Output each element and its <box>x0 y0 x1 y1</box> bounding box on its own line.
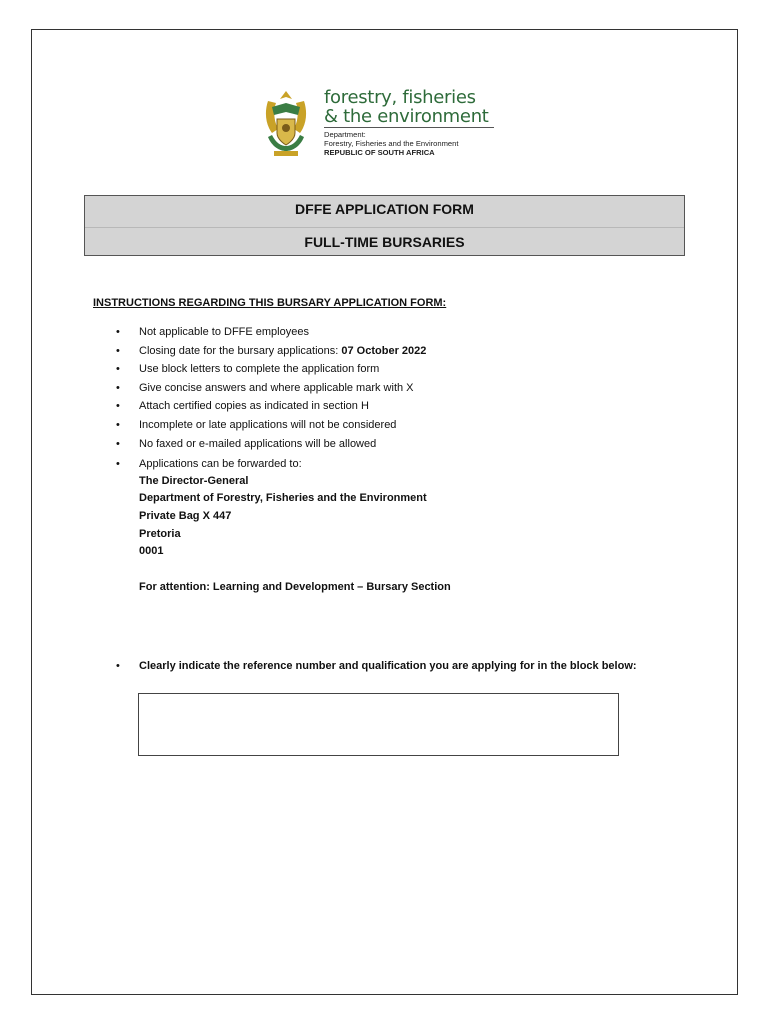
address-line: Pretoria <box>139 528 181 540</box>
bullet: • <box>116 660 120 672</box>
instruction-item: Not applicable to DFFE employees <box>139 326 309 338</box>
logo-subtitle <box>324 130 459 158</box>
address-line: Department of Forestry, Fisheries and the Environment <box>139 492 427 504</box>
form-title-box <box>84 195 685 256</box>
instruction-item: Give concise answers and where applicable mark with X <box>139 382 414 394</box>
instruction-item: Incomplete or late applications will not be considered <box>139 419 397 431</box>
title-divider <box>85 227 684 228</box>
logo-sub-line-3: REPUBLIC OF SOUTH AFRICA <box>324 148 435 158</box>
instruction-item: No faxed or e-mailed applications will be allowed <box>139 438 377 450</box>
coat-of-arms-icon <box>258 85 314 163</box>
instruction-item: Use block letters to complete the application form <box>139 363 380 375</box>
bullet: • <box>116 458 120 470</box>
logo-divider <box>324 127 494 128</box>
logo-title-line-2: & the environment <box>324 106 489 127</box>
attention-line: For attention: Learning and Development – Bursary Section <box>139 581 451 593</box>
bullet: • <box>116 438 120 450</box>
instruction-item: Applications can be forwarded to: <box>139 458 302 470</box>
reference-instruction: Clearly indicate the reference number and qualification you are applying for in the block below: <box>139 660 637 672</box>
logo-sub-line-2: Forestry, Fisheries and the Environment <box>324 139 459 149</box>
bullet: • <box>116 326 120 338</box>
bullet: • <box>116 345 120 357</box>
logo-sub-line-1: Department: <box>324 130 366 139</box>
logo-title-line-1: forestry, fisheries <box>324 87 476 108</box>
address-line: 0001 <box>139 545 164 557</box>
instruction-item <box>139 345 426 357</box>
department-logo <box>258 85 498 165</box>
bullet: • <box>116 363 120 375</box>
form-subtitle: FULL-TIME BURSARIES <box>304 234 465 250</box>
instructions-heading: INSTRUCTIONS REGARDING THIS BURSARY APPLICATION FORM: <box>93 297 447 309</box>
bullet: • <box>116 419 120 431</box>
closing-date: 07 October 2022 <box>341 345 427 357</box>
document-page <box>31 29 738 995</box>
instruction-item: Attach certified copies as indicated in section H <box>139 400 369 412</box>
bullet: • <box>116 382 120 394</box>
form-title: DFFE APPLICATION FORM <box>295 201 474 217</box>
bullet: • <box>116 400 120 412</box>
address-line: Private Bag X 447 <box>139 510 232 522</box>
address-line: The Director-General <box>139 475 249 487</box>
logo-title <box>324 88 489 126</box>
closing-date-label: Closing date for the bursary applications: <box>139 345 342 357</box>
reference-number-input-box[interactable] <box>138 693 619 756</box>
